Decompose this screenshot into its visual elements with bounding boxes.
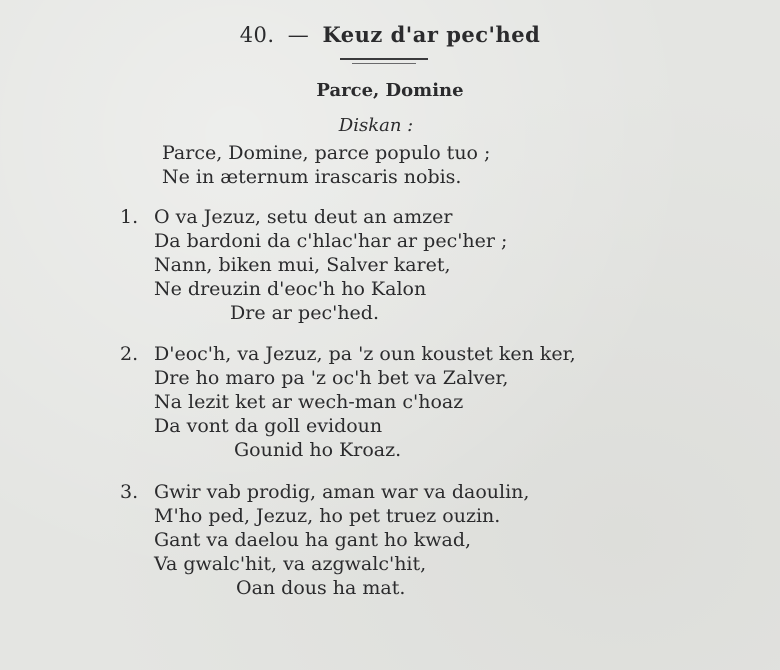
- stanza-2: [120, 342, 576, 462]
- stanza-line: O va Jezuz, setu deut an amzer: [154, 206, 453, 228]
- refrain-line: Parce, Domine, parce populo tuo ;: [162, 142, 491, 164]
- stanza-line: M'ho ped, Jezuz, ho pet truez ouzin.: [154, 505, 501, 527]
- stanza-line: D'eoc'h, va Jezuz, pa 'z oun koustet ken ker,: [154, 343, 576, 365]
- stanza-line: Ne dreuzin d'eoc'h ho Kalon: [154, 278, 427, 300]
- title-ornament-rule-thin: [352, 63, 416, 64]
- refrain-label: Diskan :: [338, 115, 414, 136]
- hymn-name: Keuz d'ar pec'hed: [322, 22, 541, 47]
- stanza-line: Gwir vab prodig, aman war va daoulin,: [154, 481, 530, 503]
- stanza-line: Na lezit ket ar wech-man c'hoaz: [154, 391, 464, 413]
- stanza-line: Da bardoni da c'hlac'har ar pec'her ;: [154, 230, 508, 252]
- hymn-number: 40.: [239, 23, 275, 47]
- stanza-line: Dre ho maro pa 'z oc'h bet va Zalver,: [154, 367, 509, 389]
- stanza-1: [120, 205, 507, 325]
- stanza-line: Nann, biken mui, Salver karet,: [154, 254, 451, 276]
- stanza-number: 2.: [120, 343, 139, 365]
- stanza-line: Va gwalc'hit, va azgwalc'hit,: [154, 553, 427, 575]
- stanza-number: 1.: [120, 206, 139, 228]
- stanza-line: Gant va daelou ha gant ho kwad,: [154, 529, 472, 551]
- stanza-line: Da vont da goll evidoun: [154, 415, 383, 437]
- stanza-line: Gounid ho Kroaz.: [234, 439, 402, 461]
- stanza-number: 3.: [120, 481, 139, 503]
- title-dash: —: [287, 23, 310, 47]
- hymn-title: [0, 22, 780, 47]
- hymn-subtitle: Parce, Domine: [316, 80, 464, 101]
- title-ornament-rule: [340, 58, 428, 60]
- stanza-line: Oan dous ha mat.: [236, 577, 406, 599]
- refrain-line: Ne in æternum irascaris nobis.: [162, 166, 462, 188]
- stanza-3: [120, 480, 529, 600]
- refrain: [162, 141, 490, 189]
- stanza-line: Dre ar pec'hed.: [230, 302, 380, 324]
